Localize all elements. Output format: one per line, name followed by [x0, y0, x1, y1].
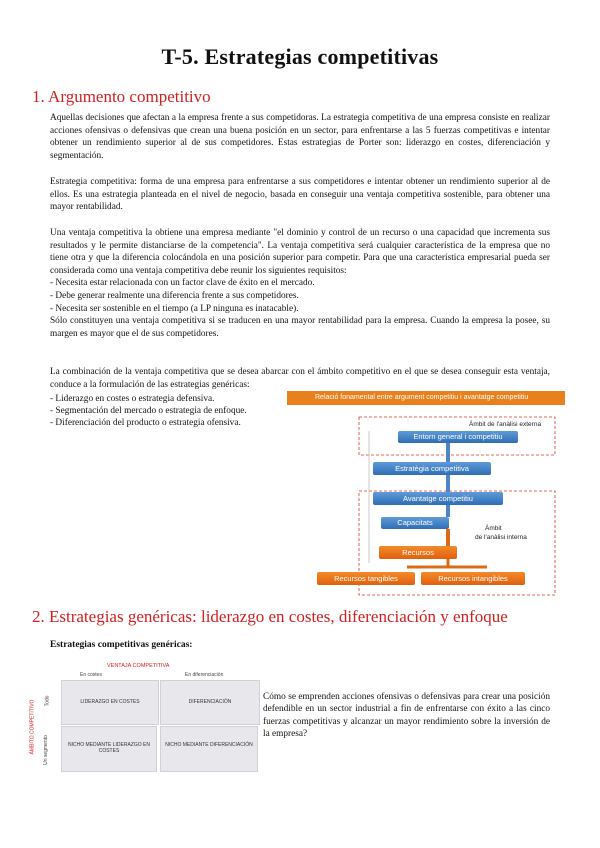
- list-item: - Liderazgo en costes o estrategia defensiva.: [50, 394, 215, 404]
- section-2-heading: 2. Estrategias genéricas: liderazgo en costes, diferenciación y enfoque: [32, 607, 508, 626]
- matrix-col-differentiation: En diferenciación: [185, 672, 224, 678]
- advantage-block: [50, 227, 550, 340]
- box-competitive-advantage: Avantatge competitiu: [373, 492, 503, 505]
- box-intangible-resources: Recursos intangibles: [421, 572, 525, 585]
- paragraph-intro: Aquellas decisiones que afectan a la empresa frente a sus competidoras. La estrategia competitiva de una empresa consiste en realizar acciones ofensivas o defensivas que crean una buena posición en un sector, para enfrentarse a las 5 fuerzas competitivas e intentar obtener un rendimiento superior al de sus competidores. Estas estrategias de Porter son: liderazgo en costes, diferenciación y segmentación.: [50, 113, 550, 161]
- matrix-row-segment: Un segmento: [42, 735, 49, 765]
- generic-strategies-list: [50, 393, 285, 430]
- box-capabilities: Capacitats: [381, 517, 449, 529]
- matrix-cell-differentiation: DIFERENCIACIÓN: [160, 680, 260, 725]
- diagram-header: Relació fonamental entre argument competitiu i avantatge competitiu: [287, 391, 565, 405]
- internal-analysis-label: de l'anàlisi interna: [475, 534, 527, 541]
- matrix-row-all: Todo: [44, 695, 51, 707]
- requirement-item: - Necesita estar relacionada con un factor clave de éxito en el mercado.: [50, 278, 315, 289]
- paragraph-generic-intro: La combinación de la ventaja competitiva que se desea abarcar con el ámbito competitivo en el que se desea conseguir esta ventaja, conduce a la formulación de las estrategias genéricas:: [50, 367, 550, 390]
- box-tangible-resources: Recursos tangibles: [317, 572, 415, 585]
- matrix-col-costs: En costes: [80, 672, 102, 678]
- competitive-argument-diagram: [287, 391, 565, 599]
- paragraph-profitability: Sólo constituyen una ventaja competitiva si se traducen en una mayor rentabilidad para la empresa. Cuando la empresa la posee, su margen es mayor que el de sus competidores.: [50, 316, 550, 339]
- external-analysis-label: Àmbit de l'anàlisi externa: [469, 421, 542, 428]
- requirement-item: - Debe generar realmente una diferencia frente a sus competidores.: [50, 290, 299, 301]
- requirement-item: - Necesita ser sostenible en el tiempo (a LP ninguna es inatacable).: [50, 303, 299, 314]
- section-1-heading: 1. Argumento competitivo: [32, 87, 211, 106]
- matrix-cell-niche-differentiation: NICHO MEDIANTE DIFERENCIACIÓN: [160, 726, 258, 772]
- matrix-top-label: VENTAJA COMPETITIVA: [107, 663, 170, 669]
- paragraph-advantage: Una ventaja competitiva la obtiene una empresa mediante "el dominio y control de un recurso o una capacidad que incrementa sus resultados y le permite distanciarse de la competencia". La ventaja competitiva será cualquier característica de la empresa que no tiene otra y que la diferencia colocándola en una posición superior para competir. Para que una característica empresarial pueda ser considerada como una ventaja competitiva debe reunir los siguientes requisitos:: [50, 228, 550, 276]
- generic-strategies-subheading: Estrategias competitivas genéricas:: [50, 640, 193, 650]
- matrix-cell-niche-cost: NICHO MEDIANTE LIDERAZGO EN COSTES: [61, 726, 157, 772]
- page-title: T-5. Estrategias competitivas: [161, 44, 439, 69]
- internal-analysis-label-1: Àmbit: [485, 525, 502, 532]
- paragraph-definition: Estrategia competitiva: forma de una empresa para enfrentarse a sus competidores e intentar obtener un rendimiento superior al de ellos. Es una estrategia planteada en el nivel de negocio, basada en conseguir una ventaja competitiva sostenible, para obtener una mayor rentabilidad.: [50, 177, 550, 213]
- box-resources: Recursos: [379, 546, 457, 559]
- box-environment: Entorn general i competitiu: [398, 431, 518, 443]
- matrix-cell-cost-leadership: LIDERAZGO EN COSTES: [61, 680, 159, 725]
- box-competitive-strategy: Estratègia competitiva: [373, 462, 491, 475]
- generic-strategies-matrix: [29, 660, 260, 776]
- paragraph-question: Cómo se emprenden acciones ofensivas o defensivas para crear una posición defendible en un sector industrial a fin de enfrentarse con éxito a las cinco fuerzas competitivas y alcanzar un mayor rendimiento sobre la inversión de la empresa?: [263, 692, 550, 740]
- list-item: - Segmentación del mercado o estrategia de enfoque.: [50, 406, 247, 417]
- list-item: - Diferenciación del producto o estrategia ofensiva.: [50, 418, 241, 429]
- matrix-side-label: ÁMBITO COMPETITIVO: [29, 699, 36, 755]
